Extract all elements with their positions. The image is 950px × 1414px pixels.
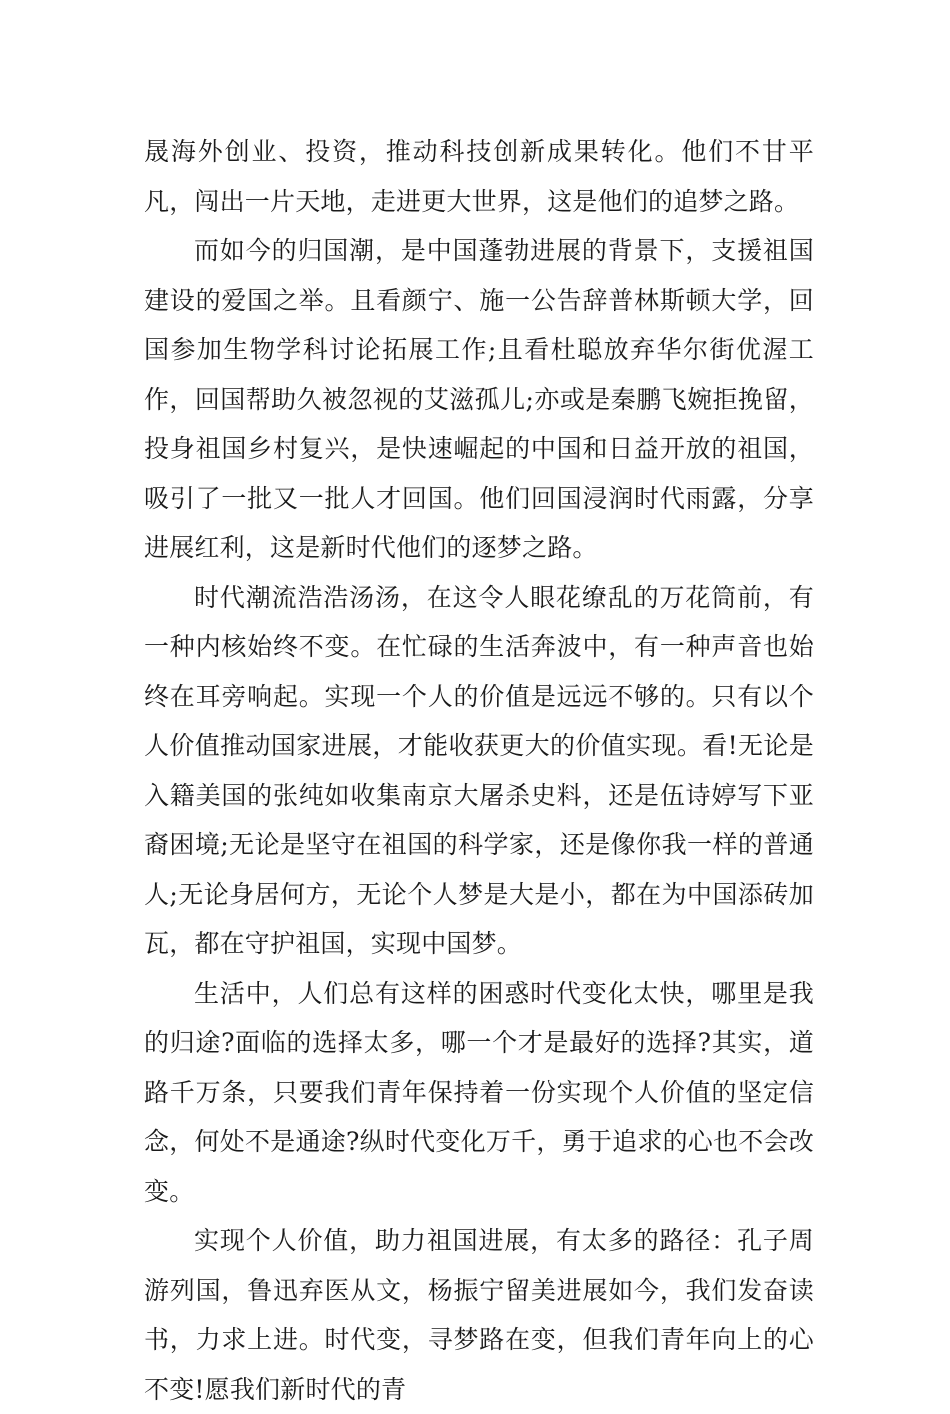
- paragraph-2: 而如今的归国潮，是中国蓬勃进展的背景下，支援祖国建设的爱国之举。且看颜宁、施一公告辞普林斯顿大学，回国参加生物学科讨论拓展工作;且看杜聪放弃华尔街优渥工作，回国帮助久被忽视的艾滋孤儿;亦或是秦鹏飞婉拒挽留，投身祖国乡村复兴，是快速崛起的中国和日益开放的祖国，吸引了一批又一批人才回国。他们回国浸润时代雨露，分享进展红利，这是新时代他们的逐梦之路。: [144, 236, 814, 562]
- paragraph-4: 生活中，人们总有这样的困惑时代变化太快，哪里是我的归途?面临的选择太多，哪一个才是最好的选择?其实，道路千万条，只要我们青年保持着一份实现个人价值的坚定信念，何处不是通途?纵时代变化万千，勇于追求的心也不会改变。: [144, 978, 814, 1206]
- paragraph-3: 时代潮流浩浩汤汤，在这令人眼花缭乱的万花筒前，有一种内核始终不变。在忙碌的生活奔波中，有一种声音也始终在耳旁响起。实现一个人的价值是远远不够的。只有以个人价值推动国家进展，才能收获更大的价值实现。看!无论是入籍美国的张纯如收集南京大屠杀史料，还是伍诗婷写下亚裔困境;无论是坚守在祖国的科学家，还是像你我一样的普通人;无论身居何方，无论个人梦是大是小，都在为中国添砖加瓦，都在守护祖国，实现中国梦。: [144, 582, 814, 958]
- paragraph-5: 实现个人价值，助力祖国进展，有太多的路径：孔子周游列国，鲁迅弃医从文，杨振宁留美进展如今，我们发奋读书，力求上进。时代变，寻梦路在变，但我们青年向上的心不变!愿我们新时代的青: [144, 1226, 814, 1404]
- paragraph-1: 晟海外创业、投资，推动科技创新成果转化。他们不甘平凡，闯出一片天地，走进更大世界，这是他们的追梦之路。: [144, 137, 814, 216]
- document-body: [144, 127, 814, 1414]
